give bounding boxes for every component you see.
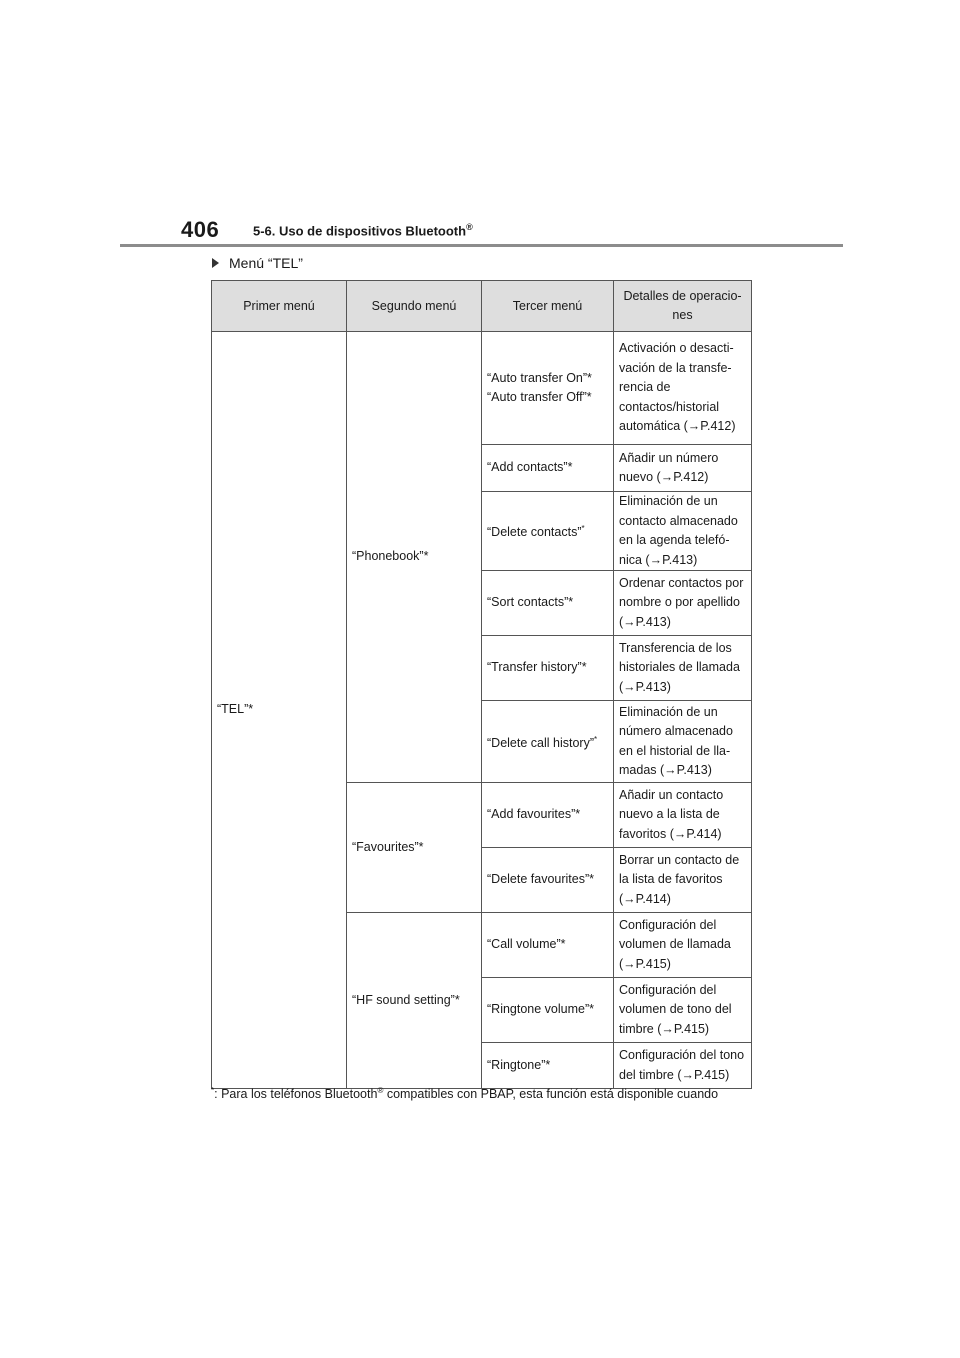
third-menu-line xyxy=(487,1000,608,1020)
details-cell xyxy=(614,571,752,636)
column-header-second-menu: Segundo menú xyxy=(347,281,482,332)
column-header-details: Detalles de operacio-nes xyxy=(614,281,752,332)
details-line: volumen de llamada xyxy=(619,937,731,952)
details-line: (→P.414) xyxy=(619,891,671,906)
third-menu-line xyxy=(487,369,608,389)
footnote-mark: * xyxy=(211,1086,215,1095)
details-line: (→P.415) xyxy=(619,956,671,971)
second-menu-cell: “Favourites”* xyxy=(347,783,482,913)
details-cell xyxy=(614,978,752,1043)
details-line: Borrar un contacto de xyxy=(619,852,740,867)
details-line: madas (→P.413) xyxy=(619,763,712,777)
third-menu-line xyxy=(487,658,608,678)
third-menu-cell xyxy=(482,445,614,492)
third-menu-cell xyxy=(482,701,614,783)
first-menu-cell: “TEL”* xyxy=(212,332,347,1089)
details-line: Configuración del xyxy=(619,917,717,932)
third-menu-line xyxy=(487,519,608,543)
details-line: Eliminación de un xyxy=(619,704,718,719)
details-cell xyxy=(614,783,752,848)
third-menu-text: “Auto transfer On”* xyxy=(487,370,592,385)
third-menu-cell xyxy=(482,492,614,571)
table-row xyxy=(212,332,752,445)
third-menu-line xyxy=(487,1056,608,1076)
third-menu-text: “Delete call history” xyxy=(487,735,594,750)
details-line: nuevo a la lista de xyxy=(619,807,720,822)
details-line: del timbre (→P.415) xyxy=(619,1067,730,1082)
third-menu-line xyxy=(487,730,608,754)
page-number: 406 xyxy=(181,217,220,242)
third-menu-text: “Call volume”* xyxy=(487,937,566,952)
details-line: nica (→P.413) xyxy=(619,552,698,567)
third-menu-text: “Add contacts”* xyxy=(487,460,573,475)
details-line: Configuración del tono xyxy=(619,1048,745,1062)
third-menu-line xyxy=(487,593,608,613)
third-menu-cell xyxy=(482,783,614,848)
details-line: Ordenar contactos por xyxy=(619,575,744,590)
details-cell xyxy=(614,492,752,571)
third-menu-text: “Transfer history”* xyxy=(487,660,587,675)
third-menu-cell xyxy=(482,571,614,636)
third-menu-line xyxy=(487,458,608,478)
details-line: nuevo (→P.412) xyxy=(619,470,709,484)
details-line: Transferencia de los xyxy=(619,640,732,655)
column-header-first-menu: Primer menú xyxy=(212,281,347,332)
details-cell xyxy=(614,848,752,913)
footnote-registered-mark: ® xyxy=(377,1086,384,1095)
details-line: número almacenado xyxy=(619,724,733,738)
details-line: la lista de favoritos xyxy=(619,872,723,887)
details-line: volumen de tono del xyxy=(619,1002,732,1017)
details-cell xyxy=(614,913,752,978)
details-line: contacto almacenado xyxy=(619,513,738,528)
details-line: nombre o por apellido xyxy=(619,595,740,610)
details-cell xyxy=(614,701,752,783)
details-line: Configuración del xyxy=(619,982,717,997)
details-line: vación de la transfe- xyxy=(619,360,732,375)
third-menu-line xyxy=(487,870,608,890)
details-line: Eliminación de un xyxy=(619,494,718,508)
details-line: en la agenda telefó- xyxy=(619,533,730,547)
details-line: rencia de xyxy=(619,380,671,395)
details-line: Activación o desacti- xyxy=(619,341,734,356)
footnote-text-before: : Para los teléfonos Bluetooth xyxy=(214,1087,378,1102)
third-menu-cell xyxy=(482,848,614,913)
third-menu-line xyxy=(487,388,608,408)
third-menu-text: “Delete contacts” xyxy=(487,525,582,540)
details-line: Añadir un contacto xyxy=(619,787,724,802)
second-menu-cell: “HF sound setting”* xyxy=(347,913,482,1089)
details-line: timbre (→P.415) xyxy=(619,1021,710,1036)
third-menu-text: “Sort contacts”* xyxy=(487,595,574,610)
section-title-text: 5-6. Uso de dispositivos Bluetooth xyxy=(253,223,467,239)
menu-table xyxy=(211,280,752,1089)
third-menu-text: “Ringtone volume”* xyxy=(487,1002,594,1017)
third-menu-cell xyxy=(482,1043,614,1089)
column-header-third-menu: Tercer menú xyxy=(482,281,614,332)
details-cell xyxy=(614,1043,752,1089)
details-cell xyxy=(614,332,752,445)
menu-heading-text: Menú “TEL” xyxy=(229,255,303,271)
asterisk-mark: * xyxy=(581,524,585,534)
footnote-text-after: compatibles con PBAP, esta función está disponible cuando xyxy=(383,1087,719,1102)
footnote xyxy=(211,1086,718,1101)
third-menu-cell xyxy=(482,332,614,445)
triangle-bullet-icon xyxy=(212,258,219,268)
details-line: historiales de llamada xyxy=(619,660,740,675)
menu-heading xyxy=(212,255,303,271)
table-header-row xyxy=(212,281,752,332)
third-menu-text: “Ringtone”* xyxy=(487,1057,551,1072)
third-menu-line xyxy=(487,935,608,955)
header-divider xyxy=(120,244,843,247)
details-line: favoritos (→P.414) xyxy=(619,826,722,841)
third-menu-cell xyxy=(482,913,614,978)
registered-mark: ® xyxy=(466,222,473,232)
third-menu-cell xyxy=(482,978,614,1043)
third-menu-text: “Delete favourites”* xyxy=(487,872,594,887)
third-menu-cell xyxy=(482,636,614,701)
third-menu-text: “Add favourites”* xyxy=(487,807,581,822)
section-title xyxy=(253,222,473,238)
asterisk-mark: * xyxy=(593,734,598,744)
details-line: en el historial de lla- xyxy=(619,743,731,758)
details-cell xyxy=(614,636,752,701)
details-line: (→P.413) xyxy=(619,614,671,629)
third-menu-text: “Auto transfer Off”* xyxy=(487,390,592,404)
details-line: automática (→P.412) xyxy=(619,419,736,434)
second-menu-cell: “Phonebook”* xyxy=(347,332,482,783)
details-line: Añadir un número xyxy=(619,450,719,465)
details-line: contactos/historial xyxy=(619,399,720,414)
details-cell xyxy=(614,445,752,492)
details-line: (→P.413) xyxy=(619,679,671,694)
third-menu-line xyxy=(487,805,608,825)
